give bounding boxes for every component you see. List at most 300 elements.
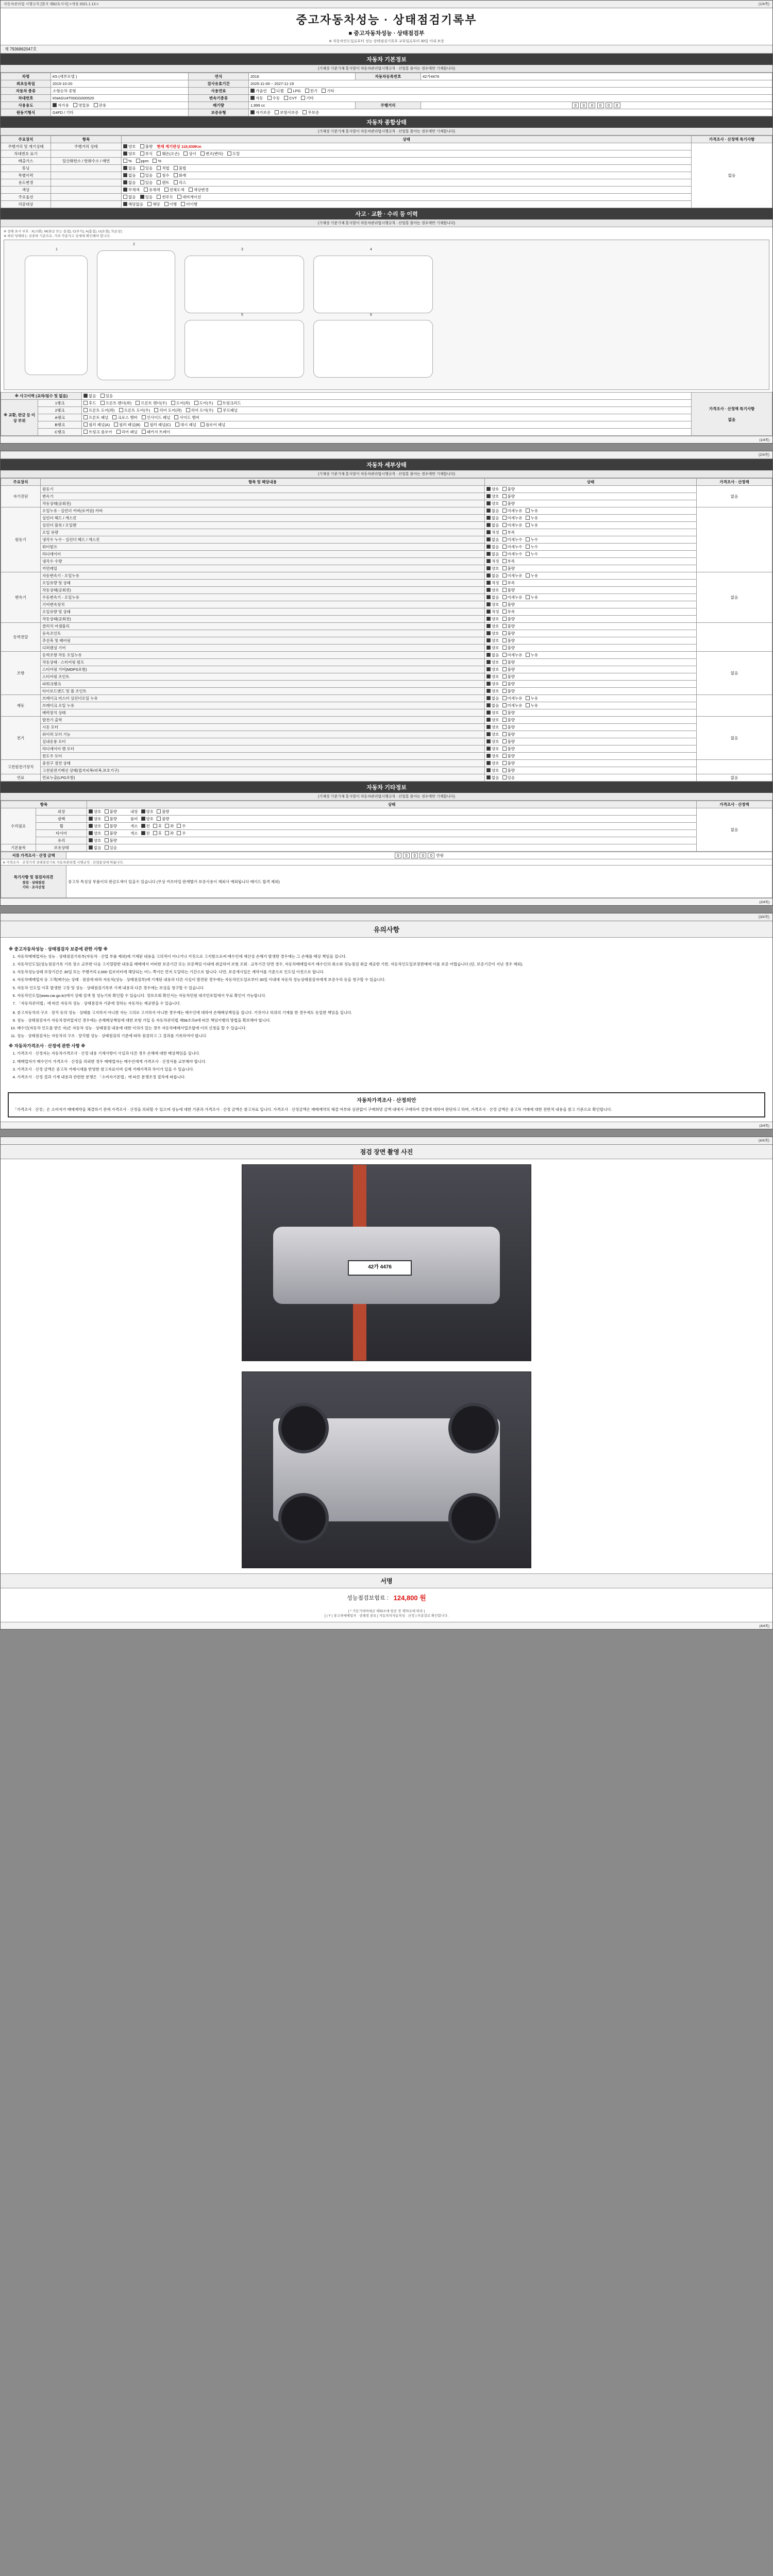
detail-state-6-5	[485, 753, 697, 760]
detail-opt-3-2-1[interactable]: 불량	[502, 638, 515, 643]
detail-opt-5-1-1[interactable]: 미세누유	[502, 703, 523, 708]
emission-hc[interactable]: ppm	[136, 159, 149, 163]
recall-opt-3[interactable]: 미이행	[181, 201, 197, 207]
accident-yes[interactable]: 있음	[100, 393, 113, 399]
notice-list-1	[9, 954, 764, 1006]
etc-opt2-1-1[interactable]: 불량	[157, 816, 170, 822]
emission-smoke[interactable]: %	[153, 159, 161, 163]
sheet4-footer	[1, 1622, 772, 1629]
recall-opt-0[interactable]: 해당없음	[123, 201, 143, 207]
part-item-0-3[interactable]: 도어(좌)	[171, 400, 190, 406]
color-opt-2[interactable]: 전체도색	[164, 187, 184, 193]
table-row	[1, 500, 772, 507]
detail-item-3-1: 등속조인트	[41, 630, 485, 637]
table-row	[1, 681, 772, 688]
detail-opt-4-3-0[interactable]: 양호	[486, 674, 499, 680]
detail-opt-3-2-0[interactable]: 양호	[486, 638, 499, 643]
detail-item-4-1: 작동상태 - 스티어링 펌프	[41, 659, 485, 666]
detail-opt-1-1-2[interactable]: 누유	[526, 515, 539, 521]
use-option-2[interactable]: 관용	[94, 103, 107, 108]
recall-opt-2[interactable]: 이행	[164, 201, 177, 207]
part-item-0-2[interactable]: 프론트 펜더(우)	[136, 400, 167, 406]
part-item-4-1[interactable]: 리어 패널	[116, 429, 138, 435]
detail-opt-1-6-2[interactable]: 누수	[526, 551, 539, 557]
etc-opt2-1-0[interactable]: 양호	[141, 816, 154, 822]
detail-state-4-3	[485, 673, 697, 681]
detail-opt-1-8-1[interactable]: 불량	[502, 566, 515, 571]
detail-opt-6-0-1[interactable]: 불량	[502, 717, 515, 723]
etc-opt-4-1[interactable]: 불량	[105, 838, 117, 843]
detail-state-6-0	[485, 717, 697, 724]
basic-section-note: (기재상 기준기재 통사항이 자동차관리법시행규칙 · 산업통 몰아는 경우에만 기재합니다)	[1, 65, 772, 73]
detail-opt-3-3-0[interactable]: 양호	[486, 645, 499, 651]
detail-opt-6-1-0[interactable]: 양호	[486, 724, 499, 730]
detail-opt-4-4-0[interactable]: 양호	[486, 681, 499, 687]
detail-opt-1-0-0[interactable]: 없음	[486, 508, 499, 514]
table-row	[1, 393, 772, 400]
license-plate: 42가 4476	[348, 1260, 412, 1276]
part-item-1-0[interactable]: 프론트 도어(좌)	[83, 408, 115, 413]
color-opt-1[interactable]: 유채색	[144, 187, 160, 193]
etc-opt-1-0[interactable]: 양호	[89, 816, 102, 822]
fuel-option-2[interactable]: LPG	[288, 89, 300, 93]
sheet2-top-note	[1, 451, 772, 459]
etc-opt-1-1[interactable]: 불량	[105, 816, 117, 822]
detail-opt-5-0-2[interactable]: 누유	[526, 696, 539, 701]
detail-opt-2-0-0[interactable]: 없음	[486, 573, 499, 579]
detail-opt-2-0-2[interactable]: 누유	[526, 573, 539, 579]
etc-opt2-2-1[interactable]: 후	[153, 823, 162, 829]
etc-item-3: 타이어	[36, 830, 87, 837]
usechange-opt-0[interactable]: 없음	[123, 180, 136, 185]
etc-opt2-3-2[interactable]: 좌	[165, 831, 174, 836]
detail-opt-1-7-0[interactable]: 적정	[486, 558, 499, 564]
detail-opt-2-5-1[interactable]: 부족	[502, 609, 515, 615]
detail-opt-2-6-1[interactable]: 불량	[502, 616, 515, 622]
part-item-3-1[interactable]: 필러 패널(B)	[114, 422, 140, 428]
etc-table	[1, 801, 772, 852]
fuel-option-0[interactable]: 가솔린	[250, 88, 267, 94]
fuel-options-cell	[249, 88, 772, 95]
notice-2-item-3: 11. 성능 · 상태점검자는 자동차의 구조 · 장치별 성능 · 상태점검의 기준에 따라 점검하고 그 결과를 기록하여야 합니다.	[17, 1033, 764, 1039]
detail-opt-7-1-1[interactable]: 불량	[502, 768, 515, 773]
detail-opt-0-1-0[interactable]: 양호	[486, 494, 499, 499]
color-opt-0[interactable]: 무채색	[123, 187, 140, 193]
detail-opt-2-5-0[interactable]: 적정	[486, 609, 499, 615]
detail-opt-0-0-1[interactable]: 불량	[502, 486, 515, 492]
detail-opt-1-3-0[interactable]: 적정	[486, 530, 499, 535]
use-option-0[interactable]: 자가용	[53, 103, 69, 108]
tuning-opt-3[interactable]: 불법	[174, 165, 187, 171]
detail-opt-7-0-1[interactable]: 불량	[502, 760, 515, 766]
detail-opt-3-0-1[interactable]: 불량	[502, 623, 515, 629]
detail-item-4-0: 동력조향 작동 오일누유	[41, 652, 485, 659]
basic-label3-4: 주행거리	[356, 102, 421, 109]
detail-opt-6-5-1[interactable]: 불량	[502, 753, 515, 759]
part-item-4-2[interactable]: 패키지 트레이	[142, 429, 171, 435]
detail-state-table	[1, 478, 772, 782]
detail-item-4-4: 파워크랭크	[41, 681, 485, 688]
detail-opt-4-2-1[interactable]: 불량	[502, 667, 515, 672]
odometer-digit-0: 0	[572, 103, 579, 108]
basic-label2-3: 변속기종류	[189, 95, 249, 102]
table-row	[1, 158, 772, 165]
etc-opt2-2-2[interactable]: 좌	[165, 823, 174, 829]
detail-opt-1-2-1[interactable]: 미세누유	[502, 522, 523, 528]
part-item-2-2[interactable]: 인사이드 패널	[142, 415, 171, 420]
table-row	[1, 745, 772, 753]
detail-opt-1-3-1[interactable]: 부족	[502, 530, 515, 535]
detail-item-0-1: 변속기	[41, 493, 485, 500]
etc-opt-0-0[interactable]: 양호	[89, 809, 102, 815]
detail-opt-1-5-1[interactable]: 미세누수	[502, 544, 523, 550]
overall-section-title: 자동차 종합상태	[1, 116, 772, 128]
table-row	[1, 522, 772, 529]
detail-opt-0-2-0[interactable]: 양호	[486, 501, 499, 506]
notice-3-item-2: 3. 가격조사 · 산정 금액은 중고차 거래시세를 반영한 참고자료이며 실제 거래가격과 차이가 있을 수 있습니다.	[17, 1067, 764, 1072]
diagram-marker-2: 2	[133, 243, 135, 246]
detail-opt-3-3-1[interactable]: 불량	[502, 645, 515, 651]
detail-opt-8-0-0[interactable]: 없음	[486, 775, 499, 781]
etc-opt-4-0[interactable]: 양호	[89, 838, 102, 843]
etc-group-repair: 수리필요	[1, 808, 36, 844]
etc-opt2-2-0[interactable]: 전	[141, 823, 150, 829]
part-rank-4: C랭크	[38, 429, 82, 436]
detail-right-3	[697, 623, 772, 652]
trans-option-0[interactable]: 자동	[250, 95, 263, 101]
detail-opt-1-5-2[interactable]: 누수	[526, 544, 539, 550]
detail-opt-1-1-1[interactable]: 미세누유	[502, 515, 523, 521]
emission-co[interactable]: %	[123, 159, 132, 163]
option-opt-1[interactable]: 있음	[140, 194, 153, 200]
trans-option-2[interactable]: CVT	[284, 96, 297, 100]
usechange-opt-1[interactable]: 있음	[140, 180, 153, 185]
detail-opt-6-0-0[interactable]: 양호	[486, 717, 499, 723]
detail-opt-5-1-0[interactable]: 없음	[486, 703, 499, 708]
detail-item-2-2: 작동상태(공회전)	[41, 587, 485, 594]
detail-opt-6-5-0[interactable]: 양호	[486, 753, 499, 759]
detail-opt-1-6-1[interactable]: 미세누수	[502, 551, 523, 557]
table-row	[1, 80, 772, 88]
detail-item-0-2: 작동상태(공회전)	[41, 500, 485, 507]
detail-opt-4-1-1[interactable]: 불량	[502, 659, 515, 665]
etc-opt2-3-1[interactable]: 후	[153, 831, 162, 836]
etc-opt-3-1[interactable]: 불량	[105, 831, 117, 836]
basic-label-4: 사용용도	[1, 102, 51, 109]
detail-opt-1-2-2[interactable]: 누유	[526, 522, 539, 528]
detail-opt-3-1-0[interactable]: 양호	[486, 631, 499, 636]
detail-opt-6-1-1[interactable]: 불량	[502, 724, 515, 730]
etc-opt-5-1[interactable]: 있음	[105, 845, 117, 851]
option-opt-0[interactable]: 없음	[123, 194, 136, 200]
detail-opt-4-0-0[interactable]: 없음	[486, 652, 499, 658]
detail-opt-4-3-1[interactable]: 불량	[502, 674, 515, 680]
notice-1-item-3: 4. 자동차매매업자 등 고객(매수)는 상태 · 점검에 따라 자동차(성능 · 상태점검부)에 기재된 내용과 다른 사실이 발견된 경우에는 자동차인도일로부터 30일 이내에 자동차 성능상태점검자에게 보증수리 등을 청구할 수 있습니다.	[17, 977, 764, 982]
tuning-opt-0[interactable]: 없음	[123, 165, 136, 171]
part-item-3-2[interactable]: 필러 패널(C)	[144, 422, 171, 428]
detail-state-1-7	[485, 558, 697, 565]
detail-opt-6-3-1[interactable]: 불량	[502, 739, 515, 744]
notice-1-item-0: 1. 자동차매매업자는 성능 · 상태점검기록부(자동차 · 산업 부품 제외)에 기재된 내용을 고의적이 아니거나 거짓으로 고지함으로써 매수인에 재산상 손해가 발생한 경우에는 그 손해를 배상 책임을 집니다.	[17, 954, 764, 959]
warranty-option-0[interactable]: 자가보증	[250, 110, 271, 115]
detail-group-7: 고전원전기장치	[1, 760, 41, 774]
detail-right-1	[697, 507, 772, 572]
total-label: 서류 가격조사 · 산정 금액	[1, 852, 66, 859]
overall-opt-1-2[interactable]: 훼손(오손)	[157, 151, 179, 157]
detail-item-1-4: 냉각수 누수 - 실린더 헤드 / 개스킷	[41, 536, 485, 544]
detail-opt-1-0-1[interactable]: 미세누유	[502, 508, 523, 514]
table-row	[1, 109, 772, 116]
detail-opt-5-0-0[interactable]: 없음	[486, 696, 499, 701]
part-item-1-2[interactable]: 리어 도어(좌)	[154, 408, 181, 413]
detail-opt-6-3-0[interactable]: 양호	[486, 739, 499, 744]
inspection-photo-front[interactable]	[242, 1164, 531, 1361]
etc-opt2-0-0[interactable]: 양호	[141, 809, 154, 815]
detail-opt-2-4-0[interactable]: 양호	[486, 602, 499, 607]
color-opt-3[interactable]: 색상변경	[189, 187, 209, 193]
detail-opt-1-4-0[interactable]: 없음	[486, 537, 499, 543]
page-number-1: (1/4쪽)	[758, 3, 769, 6]
use-option-1[interactable]: 영업용	[73, 103, 90, 108]
fuel-option-1[interactable]: 디젤	[271, 88, 284, 94]
detail-opt-3-1-1[interactable]: 불량	[502, 631, 515, 636]
odometer-digit-5: 0	[614, 103, 620, 108]
sheet3-footer	[1, 1122, 772, 1129]
accident-legend-2: ※ 하단 당해하는 상중하 기준으로, 기타 각종사고 상세에 확인해야 합니다.	[4, 234, 111, 238]
part-item-0-5[interactable]: 트렁크리드	[217, 400, 241, 406]
overall-opt-0-0[interactable]: 양호	[123, 144, 136, 149]
document-title: 중고자동차성능 · 상태점검기록부	[296, 13, 477, 26]
fuel-option-3[interactable]: 전기	[305, 88, 318, 94]
overall-opt-1-0[interactable]: 양호	[123, 151, 136, 157]
detail-opt-5-1-2[interactable]: 누유	[526, 703, 539, 708]
overall-opt-1-3[interactable]: 상이	[183, 151, 196, 157]
detail-opt-7-0-0[interactable]: 양호	[486, 760, 499, 766]
part-item-4-0[interactable]: 트렁크 플로어	[83, 429, 112, 435]
usechange-opt-3[interactable]: 리스	[174, 180, 187, 185]
detail-opt-7-1-0[interactable]: 양호	[486, 768, 499, 773]
detail-opt-1-2-0[interactable]: 없음	[486, 522, 499, 528]
warranty-option-2[interactable]: 무보증	[303, 110, 319, 115]
etc-opt-0-1[interactable]: 불량	[105, 809, 117, 815]
detail-opt-4-0-1[interactable]: 미세누유	[502, 652, 523, 658]
etc-opt-5-0[interactable]: 없음	[89, 845, 102, 851]
part-item-1-4[interactable]: 루프패널	[217, 408, 238, 413]
overall-opt-1-5[interactable]: 도말	[227, 151, 240, 157]
detail-right-5	[697, 695, 772, 717]
detail-state-1-3	[485, 529, 697, 536]
detail-opt-8-0-1[interactable]: 있음	[502, 775, 515, 781]
detail-opt-2-3-1[interactable]: 미세누유	[502, 595, 523, 600]
detail-opt-1-4-2[interactable]: 누수	[526, 537, 539, 543]
detail-opt-2-4-1[interactable]: 불량	[502, 602, 515, 607]
trans-option-1[interactable]: 수동	[267, 95, 280, 101]
detail-opt-2-0-1[interactable]: 미세누유	[502, 573, 523, 579]
detail-opt-5-2-0[interactable]: 양호	[486, 710, 499, 716]
part-item-2-0[interactable]: 프론트 패널	[83, 415, 108, 420]
detail-state-4-5	[485, 688, 697, 695]
etc-opt2-3-0[interactable]: 전	[141, 831, 150, 836]
detail-state-6-1	[485, 724, 697, 731]
detail-opt-1-4-1[interactable]: 미세누수	[502, 537, 523, 543]
accident-section-title: 사고 · 교환 · 수리 등 이력	[1, 208, 772, 219]
car-damage-diagram[interactable]	[4, 240, 769, 390]
part-item-1-3[interactable]: 리어 도어(우)	[186, 408, 213, 413]
etc-opt-3-0[interactable]: 양호	[89, 831, 102, 836]
table-row	[1, 150, 772, 158]
table-row	[1, 421, 772, 429]
etc-section-note: (기재상 기준기재 통사항이 자동차관리법시행규칙 · 산업통 몰아는 경우에만 기재합니다)	[1, 793, 772, 801]
tuning-opt-2[interactable]: 적법	[157, 165, 170, 171]
part-item-3-3[interactable]: 대시 패널	[175, 422, 196, 428]
basic-value-1: 2015-10-20	[51, 80, 189, 88]
history-opt-0[interactable]: 없음	[123, 173, 136, 178]
etc-section-title: 자동차 기타정보	[1, 782, 772, 793]
etc-opt-2-0[interactable]: 양호	[89, 823, 102, 829]
warranty-options-cell	[249, 109, 772, 116]
sheet-3	[0, 913, 773, 1129]
overall-name-3: 튜닝	[1, 165, 51, 172]
overall-opt-0-1[interactable]: 불량	[140, 144, 153, 149]
part-item-3-0[interactable]: 필러 패널(A)	[83, 422, 110, 428]
detail-state-2-6	[485, 616, 697, 623]
table-row	[1, 652, 772, 659]
part-items-3	[82, 421, 692, 429]
detail-opt-2-3-2[interactable]: 누유	[526, 595, 539, 600]
table-row	[1, 536, 772, 544]
part-item-2-3[interactable]: 사이드 멤버	[174, 415, 199, 420]
detail-opt-0-2-1[interactable]: 불량	[502, 501, 515, 506]
detail-item-4-2: 스티어링 기어(MDPS포함)	[41, 666, 485, 673]
transmission-options-cell	[249, 95, 772, 102]
detail-item-1-7: 냉각수 수량	[41, 558, 485, 565]
detail-opt-1-5-0[interactable]: 없음	[486, 544, 499, 550]
detail-opt-5-2-1[interactable]: 불량	[502, 710, 515, 716]
table-row	[1, 709, 772, 717]
detail-opt-0-1-1[interactable]: 불량	[502, 494, 515, 499]
page-number-2: (2/4쪽)	[758, 453, 769, 457]
table-row	[1, 738, 772, 745]
basic-label-1: 최초등록일	[1, 80, 51, 88]
overall-name-4: 특별이력	[1, 172, 51, 179]
detail-opt-6-4-1[interactable]: 불량	[502, 746, 515, 752]
sheet-4	[0, 1137, 773, 1630]
detail-opt-1-7-1[interactable]: 부족	[502, 558, 515, 564]
inspection-photo-underbody[interactable]	[242, 1371, 531, 1568]
detail-opt-4-4-1[interactable]: 불량	[502, 681, 515, 687]
table-header-row	[1, 479, 772, 486]
detail-right-8: 없음	[697, 774, 772, 782]
detail-opt-0-0-0[interactable]: 양호	[486, 486, 499, 492]
usechange-opt-2[interactable]: 렌트	[157, 180, 170, 185]
detail-opt-6-2-1[interactable]: 불량	[502, 732, 515, 737]
detail-opt-2-6-0[interactable]: 양호	[486, 616, 499, 622]
detail-opt-5-0-1[interactable]: 미세누유	[502, 696, 523, 701]
trans-option-3[interactable]: 기타	[301, 95, 314, 101]
etc-table-body	[1, 808, 772, 852]
detail-opt-3-0-0[interactable]: 양호	[486, 623, 499, 629]
part-item-0-1[interactable]: 프론트 펜더(좌)	[100, 400, 132, 406]
car-view-underbody	[313, 320, 433, 378]
detail-item-2-5: 오일유량 및 상태	[41, 608, 485, 616]
detail-state-4-2	[485, 666, 697, 673]
part-rank-3: B랭크	[38, 421, 82, 429]
option-opt-3[interactable]: 네비게이션	[177, 194, 201, 200]
special-text[interactable]: 중고차 특성상 부품이의 판금도색이 있을수 있습니다 (무상 커브마일 판계별가 보증사용이 제외사 예외됩니다 메이드 합격 제외)	[66, 866, 772, 898]
part-item-0-4[interactable]: 도어(우)	[194, 400, 213, 406]
document-title-block	[1, 8, 772, 45]
detail-opt-1-6-0[interactable]: 없음	[486, 551, 499, 557]
detail-state-1-8	[485, 565, 697, 572]
part-item-0-0[interactable]: 후드	[83, 400, 96, 406]
etc-opt2-0-1[interactable]: 불량	[157, 809, 170, 815]
etc-item-1: 광택	[36, 816, 87, 823]
detail-section-title: 자동차 세부상태	[1, 459, 772, 470]
car-view-top	[97, 250, 175, 380]
overall-state-7	[122, 194, 692, 201]
part-item-1-1[interactable]: 프론트 도어(우)	[119, 408, 150, 413]
table-row	[1, 852, 772, 859]
document-number-row	[1, 45, 772, 54]
overall-opt-1-1[interactable]: 부식	[140, 151, 153, 157]
accident-none[interactable]: 없음	[83, 393, 96, 399]
detail-opt-4-1-0[interactable]: 양호	[486, 659, 499, 665]
odometer-digit-4: 0	[606, 103, 612, 108]
detail-opt-4-0-2[interactable]: 누유	[526, 652, 539, 658]
recall-opt-1[interactable]: 해당	[147, 201, 160, 207]
detail-opt-4-2-0[interactable]: 양호	[486, 667, 499, 672]
detail-state-3-0	[485, 623, 697, 630]
detail-opt-1-8-0[interactable]: 양호	[486, 566, 499, 571]
sheet1-footer	[1, 436, 772, 443]
detail-opt-2-1-0[interactable]: 적정	[486, 580, 499, 586]
detail-opt-1-1-0[interactable]: 없음	[486, 515, 499, 521]
etc-right-value: 없음	[697, 808, 772, 852]
detail-item-6-0: 발전기 출력	[41, 717, 485, 724]
table-row	[1, 172, 772, 179]
detail-opt-4-5-0[interactable]: 양호	[486, 688, 499, 694]
etc-opt-2-1[interactable]: 불량	[105, 823, 117, 829]
history-opt-1[interactable]: 있음	[140, 173, 153, 178]
accident-history-label: ※ 사고이력 (교차/침수 및 없음)	[1, 393, 82, 400]
signature-header: 서명	[1, 1573, 772, 1588]
detail-opt-6-2-0[interactable]: 양호	[486, 732, 499, 737]
tuning-opt-1[interactable]: 있음	[140, 165, 153, 171]
basic-section-title: 자동차 기본정보	[1, 54, 772, 65]
table-row	[1, 414, 772, 421]
warranty-option-1[interactable]: 보험사보증	[275, 110, 298, 115]
detail-opt-2-2-1[interactable]: 불량	[502, 587, 515, 593]
option-opt-2[interactable]: 썬루프	[157, 194, 173, 200]
detail-opt-2-1-1[interactable]: 부족	[502, 580, 515, 586]
overall-opt-1-4[interactable]: 변조(변타)	[200, 151, 223, 157]
etc-opt2-2-3[interactable]: 우	[177, 823, 186, 829]
detail-item-2-3: 수동변속기 - 오일누유	[41, 594, 485, 601]
detail-opt-4-5-1[interactable]: 불량	[502, 688, 515, 694]
detail-opt-1-0-2[interactable]: 누유	[526, 508, 539, 514]
overall-header-0: 주요장치	[1, 136, 51, 143]
part-item-3-4[interactable]: 플로어 패널	[200, 422, 225, 428]
detail-opt-2-3-0[interactable]: 없음	[486, 595, 499, 600]
fuel-option-4[interactable]: 기타	[322, 88, 334, 94]
history-opt-3[interactable]: 화재	[174, 173, 187, 178]
detail-opt-2-2-0[interactable]: 양호	[486, 587, 499, 593]
part-item-2-1[interactable]: 크로스 멤버	[112, 415, 137, 420]
table-row	[1, 659, 772, 666]
etc-opt2-3-3[interactable]: 우	[177, 831, 186, 836]
detail-opt-6-4-0[interactable]: 양호	[486, 746, 499, 752]
history-opt-2[interactable]: 침수	[157, 173, 170, 178]
